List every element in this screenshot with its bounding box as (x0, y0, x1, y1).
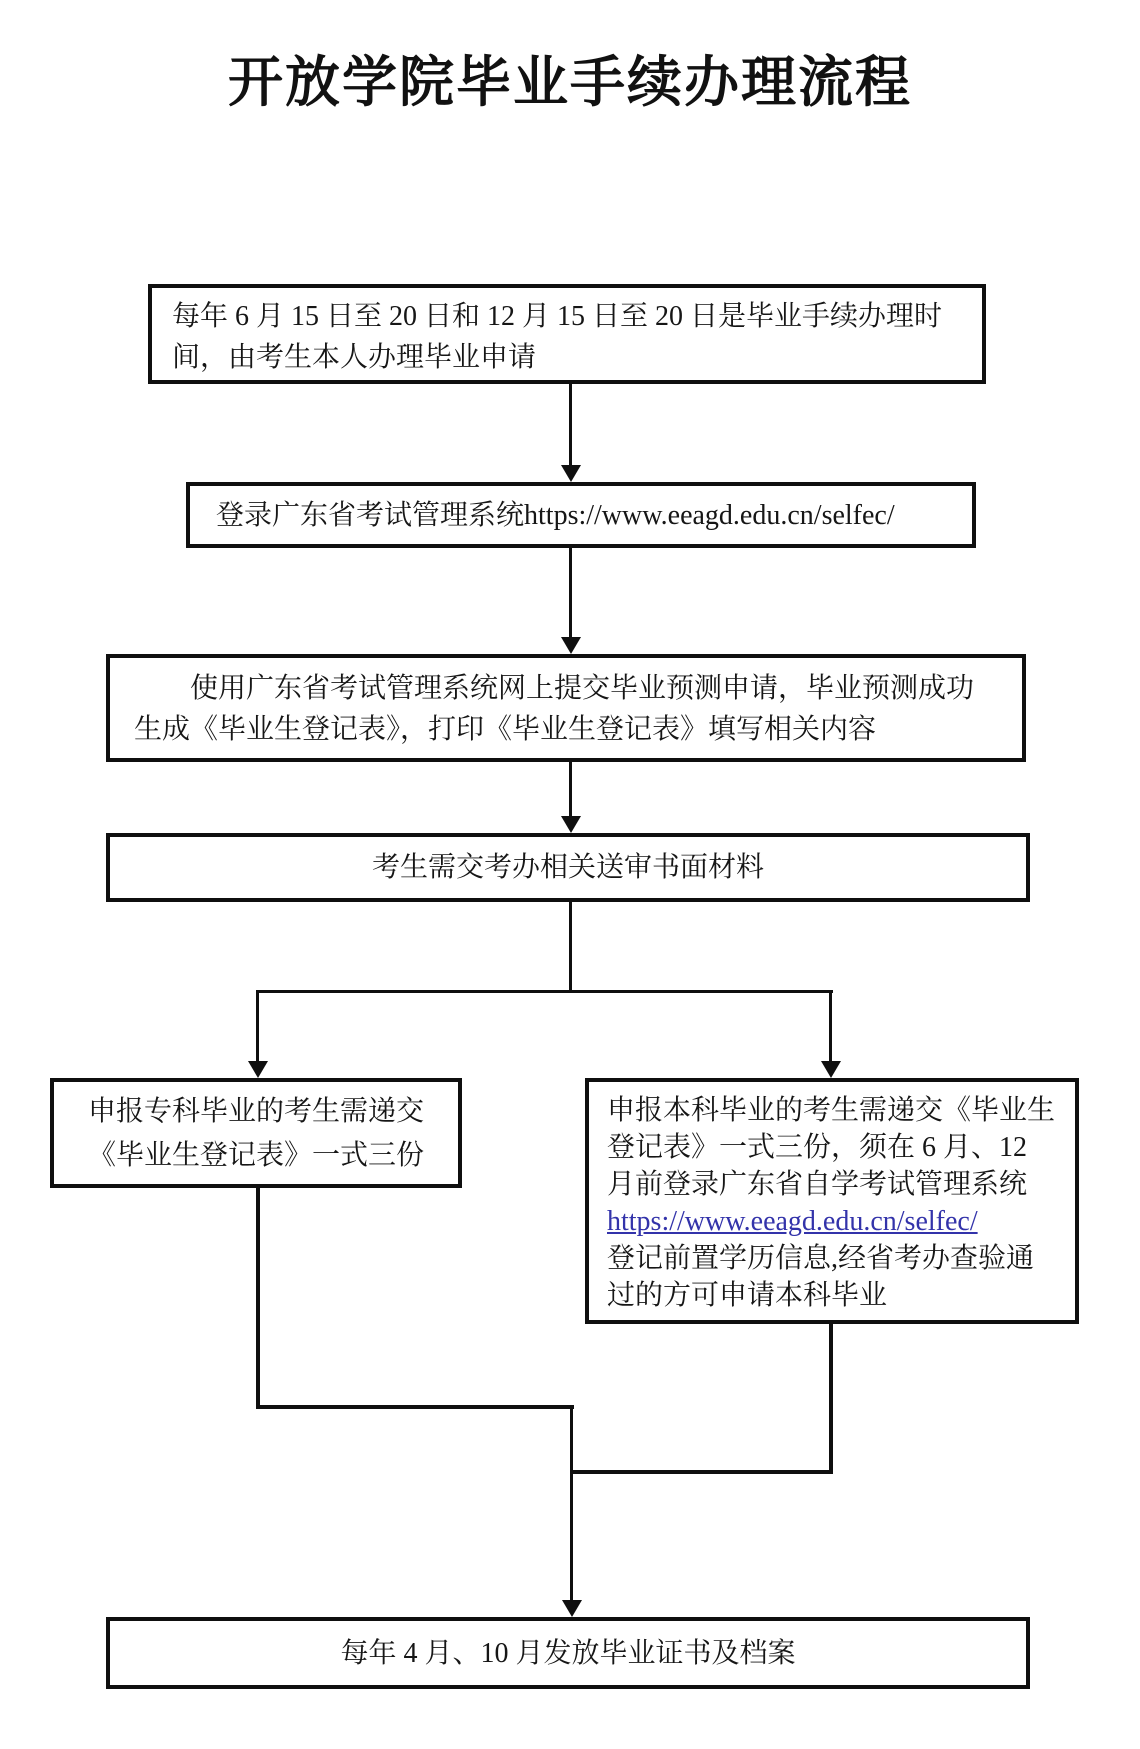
merge-right-line (829, 1324, 833, 1474)
merge-left-line (256, 1188, 260, 1409)
arrowhead-down-icon (561, 637, 581, 654)
arrowhead-down-icon (248, 1061, 268, 1078)
merge-left-horizontal-line (256, 1405, 574, 1409)
connector-line-2 (569, 548, 572, 638)
box-login-system (186, 482, 976, 548)
benke-line: 登记前置学历信息,经省考办查验通 (607, 1243, 1035, 1274)
zhuanke-line: 申报专科毕业的考生需递交 (87, 1096, 424, 1127)
login-system-text: 登录广东省考试管理系统 (216, 499, 525, 531)
split-horizontal-line (256, 990, 833, 993)
box-zhuanke-requirement (50, 1078, 462, 1188)
connector-line-1 (569, 384, 572, 466)
page-title: 开放学院毕业手续办理流程 (227, 52, 912, 113)
split-right-line (829, 990, 832, 1062)
split-stem-line (569, 902, 572, 993)
box-graduation-schedule (148, 284, 986, 384)
benke-system-link[interactable]: https://www.eeagd.edu.cn/selfec/ (607, 1206, 978, 1237)
zhuanke-line: 《毕业生登记表》一式三份 (87, 1140, 424, 1171)
login-system-url: https://www.eeagd.edu.cn/selfec/ (524, 499, 895, 531)
submit-materials-text: 考生需交考办相关送审书面材料 (371, 852, 764, 883)
box-submit-materials (106, 833, 1030, 902)
predict-application-text: 使用广东省考试管理系统网上提交毕业预测申请，毕业预测成功生成《毕业生登记表》，打印《毕业生登记表》填写相关内容 (134, 673, 975, 745)
graduation-schedule-text: 每年 6 月 15 日至 20 日和 12 月 15 日至 20 日是毕业手续办理时间，由考生本人办理毕业申请 (172, 301, 943, 373)
benke-line: 月前登录广东省自学考试管理系统 (607, 1169, 1028, 1200)
merge-right-horizontal-line (570, 1470, 833, 1474)
arrowhead-down-icon (561, 816, 581, 833)
certificate-issue-text: 每年 4 月、10 月发放毕业证书及档案 (340, 1637, 796, 1669)
connector-line-3 (569, 762, 572, 817)
arrowhead-down-icon (821, 1061, 841, 1078)
merge-stem-line (570, 1405, 573, 1602)
box-benke-requirement (585, 1078, 1079, 1324)
split-left-line (256, 990, 259, 1062)
benke-line: 申报本科毕业的考生需递交《毕业生 (607, 1095, 1056, 1126)
benke-line: 过的方可申请本科毕业 (607, 1280, 888, 1311)
arrowhead-down-icon (561, 465, 581, 482)
box-certificate-issue (106, 1617, 1030, 1689)
arrowhead-down-icon (562, 1600, 582, 1617)
benke-line: 登记表》一式三份，须在 6 月、12 (607, 1132, 1028, 1163)
box-predict-application (106, 654, 1026, 762)
